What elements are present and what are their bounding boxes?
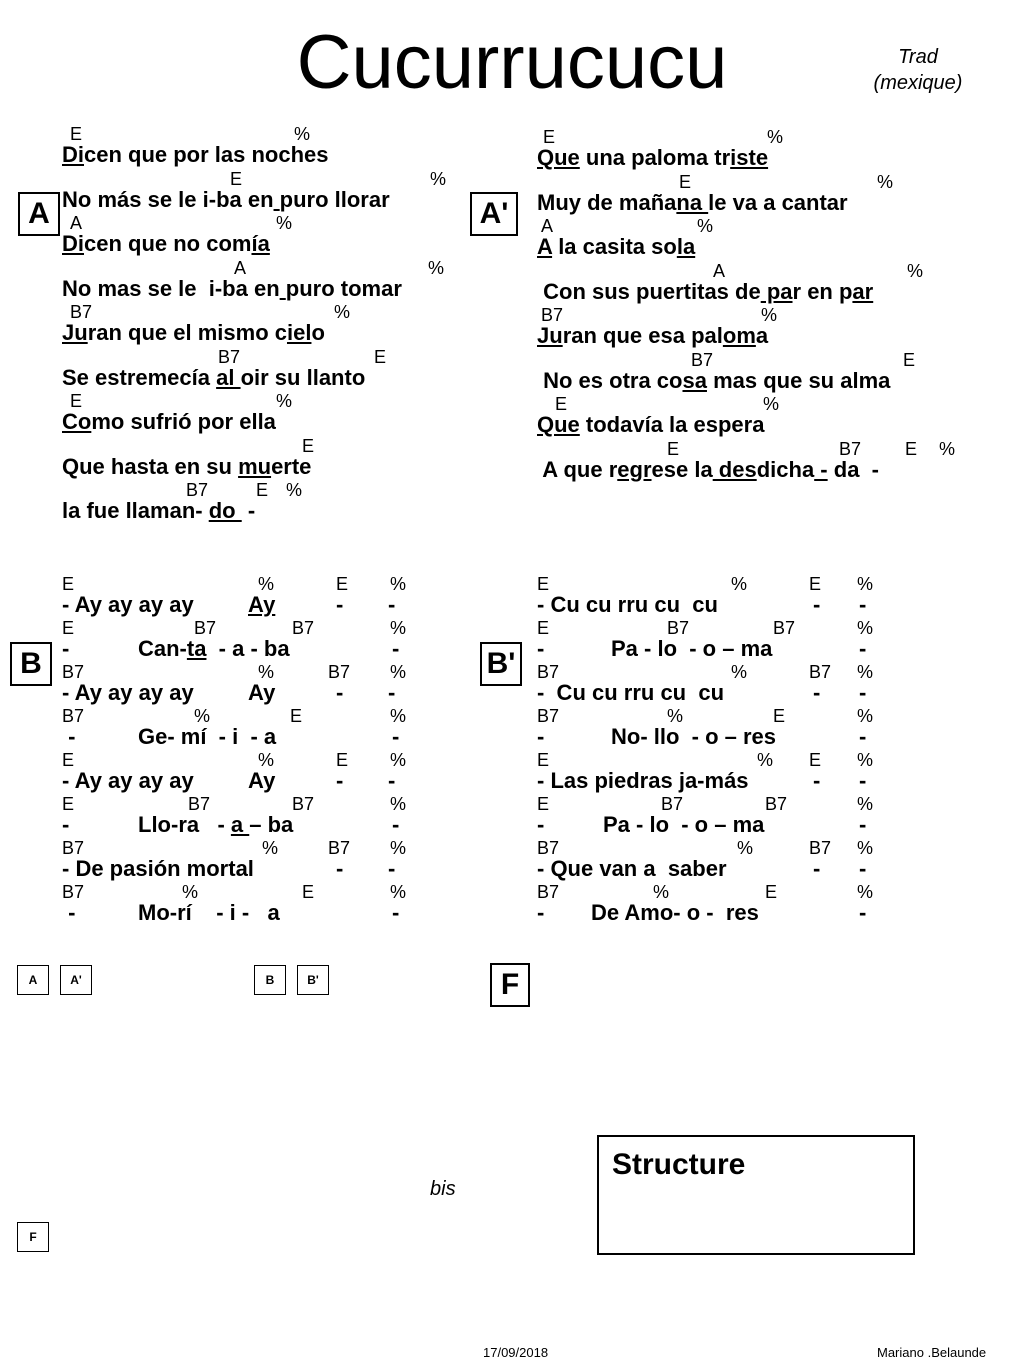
chord-label: % [857,794,874,814]
lyric-text: Llo-ra - a – ba [138,812,294,837]
lyric-text: - [859,812,867,837]
chord-label: A [70,213,83,233]
chord-label: B7 [809,662,832,682]
chord-label: B7 [292,794,315,814]
chord-label: % [907,260,924,281]
song-origin [858,44,978,96]
lyric-text: - Cu cu rru cu cu [537,592,718,617]
chord-label: % [182,882,199,902]
chord-label: B7 [62,706,85,726]
chord-label: E [537,750,550,770]
chord-label: % [939,438,956,459]
chord-label: % [286,480,303,500]
lyric-text: Ay [248,768,276,793]
lyric-text: - [813,856,821,881]
chord-label: % [731,662,748,682]
chord-label: % [390,706,407,726]
grid-tag-b: B [254,965,286,995]
lyric-text: Pa - lo - o – ma [611,636,773,661]
chorus-b [62,574,422,926]
chord-label: B7 [186,480,209,500]
origin-trad: Trad [898,46,938,68]
chord-label: E [765,882,778,902]
chord-label: E [903,349,916,370]
chorus-line [62,574,422,618]
lyric-text: Mo-rí - i - a [138,900,286,925]
lyric-text: - [392,900,400,925]
chord-label: % [258,662,275,682]
origin-country: (mexique) [873,72,963,94]
lyric-text: - [388,768,396,793]
chord-label: % [653,882,670,902]
lyric-text: No más se le i-ba en puro llorar [62,186,390,212]
section-label-b-prime: B' [480,642,522,686]
grid-tag-f: F [17,1222,49,1252]
chord-label: E [679,171,692,192]
lyric-text: A que regrese la desdicha - da - [537,456,879,482]
chorus-line [62,794,422,838]
chord-label: E [336,574,349,594]
grid-tag-b-prime: B' [297,965,329,995]
lyric-text: A la casita sola [537,234,696,259]
lyric-text: - [537,724,545,749]
chord-label: A [713,260,726,281]
chord-label: B7 [188,794,211,814]
lyric-text: Que una paloma triste [537,145,769,170]
lyric-text: - [859,724,867,749]
chord-label: % [857,882,874,902]
chorus-line [537,750,877,794]
chorus-line [62,662,422,706]
verse-line [62,436,502,481]
chord-label: % [258,574,275,594]
grid-f-tag-wrap [17,1222,47,1250]
section-label-a: A [18,192,60,236]
lyric-text: - Ay ay ay ay [62,592,194,617]
chord-label: E [537,574,550,594]
chord-label: % [757,750,774,770]
chord-label: B7 [292,618,315,638]
verse-line [537,305,977,350]
lyric-text: De Amo- o - res [591,900,759,925]
lyric-text: - [336,592,344,617]
lyric-text: - [388,856,396,881]
chord-label: B7 [194,618,217,638]
verse-line [537,216,977,261]
chord-label: E [62,574,75,594]
verse-line [62,391,502,436]
chord-label: E [290,706,303,726]
lyric-text: No- llo - o – res [611,724,777,749]
section-label-a-prime: A' [470,192,518,236]
chord-label: B7 [62,882,85,902]
grid-tag-a: A [17,965,49,995]
chorus-line [62,750,422,794]
chord-label: B7 [809,838,832,858]
lyric-text: - Ay ay ay ay [62,680,194,705]
chord-label: B7 [667,618,690,638]
chord-label: % [390,750,407,770]
lyric-text: - [859,592,867,617]
verse-a-prime [537,127,977,483]
structure-title: Structure [612,1148,746,1181]
chord-label: % [857,662,874,682]
lyric-text: - [392,636,400,661]
chord-label: % [334,302,351,322]
chord-label: E [667,438,680,459]
lyric-text: Ge- mí - i - a [138,724,283,749]
chord-label: A [234,257,247,278]
chorus-line [537,838,877,882]
chord-label: % [667,706,684,726]
lyric-text: - [537,812,545,837]
lyric-text: - [813,680,821,705]
lyric-text: - [62,900,76,925]
verse-line [62,347,502,392]
lyric-text: Dicen que no comía [62,231,270,256]
chorus-line [62,706,422,750]
lyric-text: - [336,768,344,793]
chorus-line [537,794,877,838]
chord-label: % [294,124,311,144]
chord-label: B7 [537,662,560,682]
chord-label: % [390,574,407,594]
chord-label: % [857,618,874,638]
chord-label: B7 [839,438,862,459]
lyric-text: - [392,724,400,749]
chord-label: B7 [691,349,714,370]
chord-label: % [390,618,407,638]
lyric-text: - Cu cu rru cu cu [537,680,725,705]
chorus-line [537,618,877,662]
chord-label: A [541,216,554,236]
chord-label: B7 [70,302,93,322]
lyric-text: - Que van a saber [537,856,727,881]
chord-label: % [276,391,293,411]
chord-label: B7 [218,346,241,367]
chorus-line [62,838,422,882]
chord-label: E [773,706,786,726]
chord-label: E [70,124,83,144]
lyric-text: - [859,768,867,793]
chord-label: % [731,574,748,594]
chorus-line [537,882,877,926]
lyric-text: - Las piedras ja-más [537,768,749,793]
chord-label: % [877,171,894,192]
footer-date: 17/09/2018 [483,1345,549,1360]
chord-label: E [809,574,822,594]
chord-label: % [857,750,874,770]
verse-line [537,394,977,439]
lyric-text: - [62,812,70,837]
chord-label: % [390,882,407,902]
song-title: Cucurrucucu [296,20,728,105]
lyric-text: No mas se le i-ba en puro tomar [62,275,402,301]
lyric-text: la fue llaman- do - [62,498,256,523]
lyric-text: - [392,812,400,837]
verse-line [62,480,502,525]
lyric-text: Que todavía la espera [537,412,765,437]
chord-label: B7 [537,706,560,726]
verse-line [537,439,977,484]
lyric-text: - [813,592,821,617]
chord-label: E [555,394,568,414]
lyric-text: - [859,900,867,925]
lyric-text: - [859,680,867,705]
chorus-line [537,662,877,706]
chord-label: B7 [661,794,684,814]
verse-line [537,127,977,172]
lyric-text: Con sus puertitas de par en par [537,278,874,304]
lyric-text: - [537,636,545,661]
verse-line [537,261,977,306]
section-label-f: F [490,963,530,1007]
chord-label: B7 [773,618,796,638]
lyric-text: Can-ta - a - ba [138,636,290,661]
lyric-text: - [62,724,76,749]
chord-label: B7 [62,838,85,858]
verse-a [62,124,502,525]
lyric-text: - [859,636,867,661]
chord-label: E [62,750,75,770]
chord-label: % [761,305,778,325]
chord-label: % [697,216,714,236]
lyric-text: Ay [248,680,276,705]
chord-label: % [390,794,407,814]
lyric-text: - De pasión mortal [62,856,254,881]
lyric-text: - [859,856,867,881]
lyric-text: - Ay ay ay ay [62,768,194,793]
chord-label: % [857,838,874,858]
chord-label: E [336,750,349,770]
chord-label: E [537,794,550,814]
lyric-text: Se estremecía al oir su llanto [62,364,366,390]
chord-label: E [62,794,75,814]
lyric-text: Muy de mañana le va a cantar [537,189,848,215]
chord-label: % [767,127,784,147]
chord-label: E [230,168,243,189]
chord-label: B7 [62,662,85,682]
chord-label: % [276,213,293,233]
lyric-text: Pa - lo - o – ma [603,812,765,837]
verse-line [62,213,502,258]
chord-label: % [737,838,754,858]
chord-label: E [374,346,387,367]
lyric-text: - [813,768,821,793]
chorus-line [537,574,877,618]
chord-label: % [390,662,407,682]
verse-line [537,172,977,217]
chord-label: % [763,394,780,414]
lyric-text: Ay [248,592,276,617]
chord-label: E [70,391,83,411]
verse-line [62,124,502,169]
chord-label: B7 [537,882,560,902]
chord-label: B7 [765,794,788,814]
lyric-text: Como sufrió por ella [62,409,276,434]
lyric-text: - [336,680,344,705]
chord-label: % [430,168,447,189]
chord-label: E [62,618,75,638]
lyric-text: - [388,680,396,705]
footer-author: Mariano .Belaunde [877,1345,987,1360]
chorus-line [537,706,877,750]
chord-label: B7 [328,662,351,682]
verse-line [62,258,502,303]
chorus-line [62,882,422,926]
chord-label: % [194,706,211,726]
bis-note: bis [430,1178,456,1200]
chorus-b-prime [537,574,877,926]
lyric-text: Juran que el mismo cielo [62,320,325,345]
lyric-text: - [62,636,70,661]
lyric-text: Dicen que por las noches [62,142,329,167]
chord-label: E [256,480,269,500]
chord-label: B7 [328,838,351,858]
verse-line [62,169,502,214]
chord-label: B7 [541,305,564,325]
chord-label: E [302,435,315,456]
chord-label: % [857,706,874,726]
chord-label: E [302,882,315,902]
chord-label: % [258,750,275,770]
lyric-text: - [336,856,344,881]
lyric-text: - [537,900,545,925]
lyric-text: Que hasta en su muerte [62,453,312,479]
verse-line [537,350,977,395]
chord-label: % [857,574,874,594]
chord-label: % [428,257,445,278]
lyric-text: - [388,592,396,617]
chord-label: E [537,618,550,638]
chord-label: % [390,838,407,858]
chord-label: E [543,127,556,147]
grid-tag-a-prime: A' [60,965,92,995]
chord-label: E [905,438,918,459]
lyric-text: No es otra cosa mas que su alma [537,367,891,393]
chord-label: B7 [537,838,560,858]
verse-line [62,302,502,347]
chord-label: E [809,750,822,770]
section-label-b: B [10,642,52,686]
chord-label: % [262,838,279,858]
lyric-text: Juran que esa paloma [537,323,769,348]
chorus-line [62,618,422,662]
